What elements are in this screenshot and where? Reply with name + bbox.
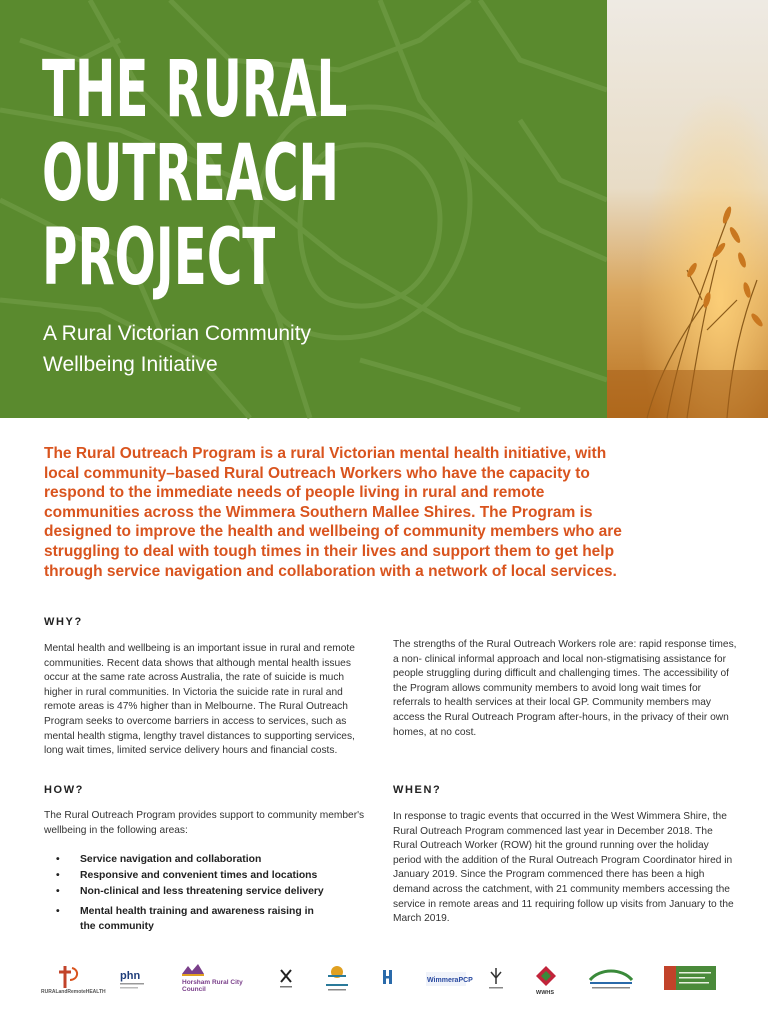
- svg-text:Council: Council: [182, 986, 206, 993]
- how-text: The Rural Outreach Program provides support to community member's wellbeing in the following areas:: [44, 810, 365, 836]
- why-text: Mental health and wellbeing is an important issue in rural and remote communities. Recent data shows that although mental health issues occur at the same rate across Australia, the rate of suicide is much higher in rural communities. In Victoria the suicide rate in rural and remote areas is 47% higher than in Melbourne. The Rural Outreach Program seeks to overcome barriers in access to services, such as mental health stigma, lengthy travel distances to supporting services, long wait times, limited service delivery hours and financial costs.: [44, 643, 355, 757]
- list-item: [56, 904, 320, 934]
- partner-logos: [0, 962, 768, 1002]
- phn-logo: [118, 962, 148, 996]
- when-text: In response to tragic events that occurred in the West Wimmera Shire, the Rural Outreach Program commenced last year in December 2018. The Rural Outreach Worker (ROW) hit the ground running over the holiday period with the addition of the Rural Outreach Program Coordinator hired in January 2019. Since the Program commenced there has been a high demand across the catchment, with 21 community members accessing the service in remote areas and 11 requiring follow up visits from January to the March 2019.: [393, 811, 734, 925]
- wheat-field-photo: [607, 0, 768, 418]
- wwhs-logo: [532, 962, 560, 996]
- why-section: [44, 616, 366, 759]
- title-line: PROJECT: [42, 213, 276, 303]
- hero-banner: [0, 0, 607, 418]
- title-line: THE RURAL: [42, 45, 348, 135]
- hospital-logo: [586, 962, 636, 996]
- shire-logo: [276, 962, 296, 996]
- title-line: OUTREACH: [42, 129, 340, 219]
- wimmera-pcp-logo: [424, 962, 473, 996]
- list-item: [56, 852, 356, 867]
- list-item: [56, 868, 356, 883]
- memorial-hospital-logo: [662, 962, 718, 996]
- list-item: [56, 884, 356, 899]
- how-section: [44, 784, 366, 838]
- bullet: •: [56, 854, 60, 865]
- strengths-text: The strengths of the Rural Outreach Workers role are: rapid response times, a non- clinical informal approach and local non-stigmatising assistance for people struggling during difficult and challenging times. The accessibility of the Program allows community members to avoid long wait times for referrals to health services at their local GP. Community members may access the Rural Outreach Program after-hours, in the privacy of their own homes, at no cost.: [393, 639, 737, 738]
- yarriambiack-logo: [322, 962, 352, 996]
- list-item-label: Mental health training and awareness raising in the community: [80, 906, 314, 932]
- subtitle-line: A Rural Victorian Community: [43, 322, 312, 345]
- bullet: •: [56, 906, 60, 917]
- list-item-label: Non-clinical and less threatening service delivery: [80, 886, 324, 897]
- subtitle-line: Wellbeing Initiative: [43, 353, 218, 376]
- how-heading: HOW?: [44, 784, 85, 796]
- when-section: [393, 784, 738, 927]
- horsham-council-logo: [180, 962, 248, 996]
- support-areas-list: [56, 852, 356, 935]
- bullet: •: [56, 870, 60, 881]
- when-heading: WHEN?: [393, 784, 442, 796]
- list-item-label: Responsive and convenient times and locations: [80, 870, 318, 881]
- health-service-logo: [380, 962, 396, 996]
- why-heading: WHY?: [44, 616, 83, 628]
- svg-text:WWHS: WWHS: [536, 990, 555, 996]
- regional-health-logo: [486, 962, 506, 996]
- strengths-section: [393, 638, 738, 740]
- svg-text:RURALandRemoteHEALTH: RURALandRemoteHEALTH: [41, 989, 106, 995]
- page-title: [42, 45, 348, 303]
- rural-remote-health-logo: [40, 962, 106, 996]
- page-subtitle: [43, 318, 563, 380]
- intro-paragraph: The Rural Outreach Program is a rural Victorian mental health initiative, with local community–based Rural Outreach Workers who have the capacity to respond to the immediate needs of people living in rural and remote communities across the Wimmera Southern Mallee Shires. The Program is designed to improve the health and wellbeing of community members who are struggling to deal with tough times in their lives and support them to get help through service navigation and collaboration with a network of local services.: [44, 445, 622, 580]
- bullet: •: [56, 886, 60, 897]
- list-item-label: Service navigation and collaboration: [80, 854, 262, 865]
- svg-text:Horsham Rural City: Horsham Rural City: [182, 979, 243, 986]
- svg-text:WimmeraPCP: WimmeraPCP: [427, 977, 473, 984]
- svg-text:phn: phn: [120, 970, 141, 982]
